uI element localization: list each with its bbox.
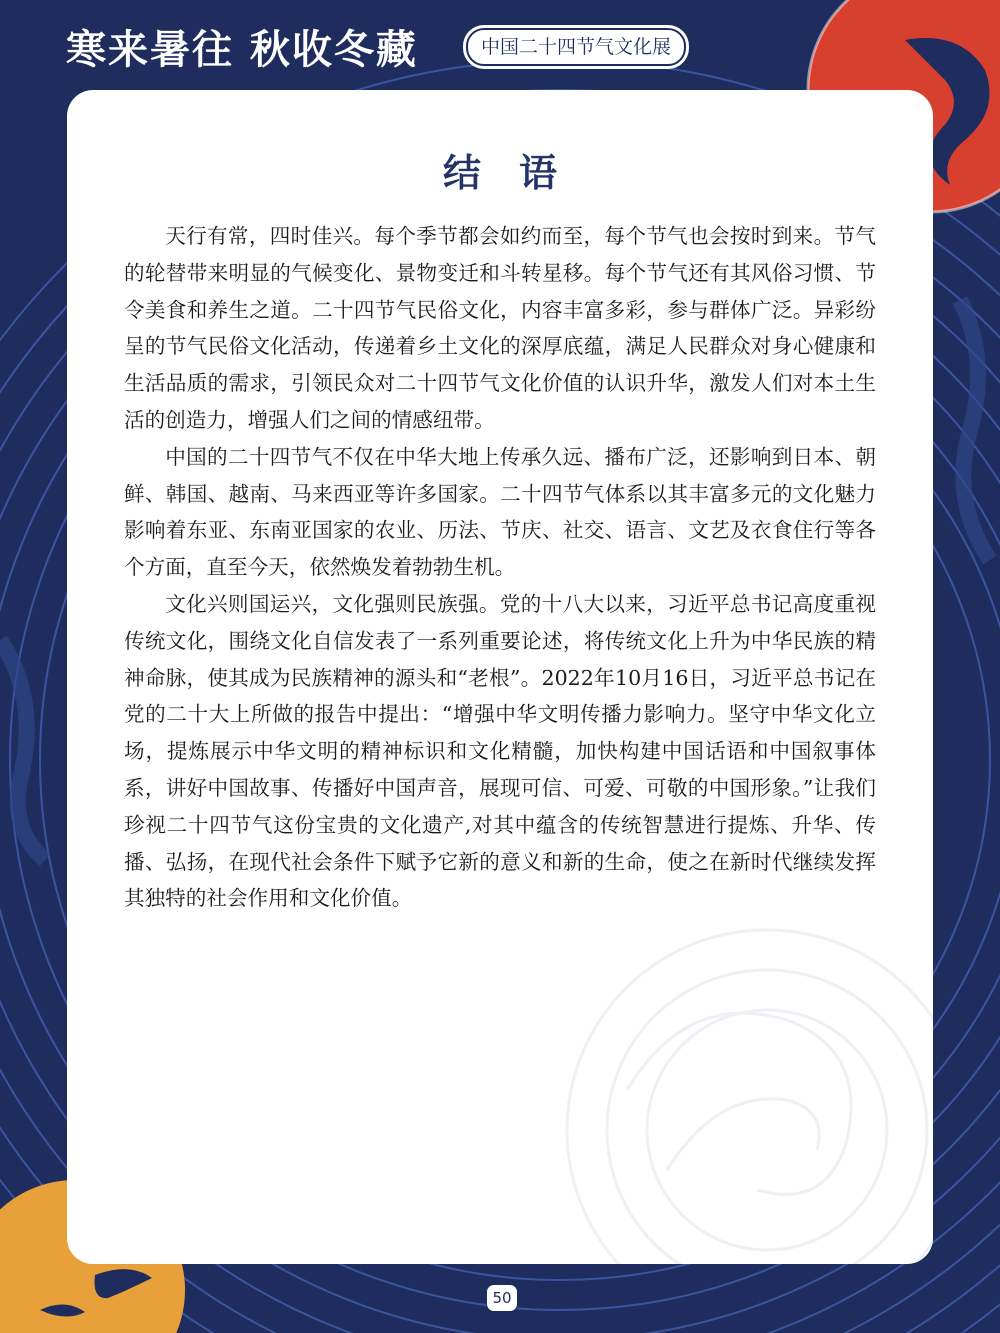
article-title: 结语 <box>442 150 595 195</box>
article-body <box>124 218 876 917</box>
page-number: 50 <box>486 1284 518 1312</box>
paragraph: 天行有常，四时佳兴。每个季节都会如约而至，每个节气也会按时到来。节气的轮替带来明显的气候变化、景物变迁和斗转星移。每个节气还有其风俗习惯、节令美食和养生之道。二十四节气民俗文化，内容丰富多彩，参与群体广泛。异彩纷呈的节气民俗文化活动，传递着乡土文化的深厚底蕴，满足人民群众对身心健康和生活品质的需求，引领民众对二十四节气文化价值的认识升华，激发人们对本土生活的创造力，增强人们之间的情感纽带。 <box>124 224 876 432</box>
paragraph: 文化兴则国运兴，文化强则民族强。党的十八大以来，习近平总书记高度重视传统文化，围绕文化自信发表了一系列重要论述，将传统文化上升为中华民族的精神命脉，使其成为民族精神的源头和“老根”。2022年10月16日，习近平总书记在党的二十大上所做的报告中提出：“增强中华文明传播力影响力。坚守中华文化立场，提炼展示中华文明的精神标识和文化精髓，加快构建中国话语和中国叙事体系，讲好中国故事、传播好中国声音，展现可信、可爱、可敬的中国形象。”让我们珍视二十四节气这份宝贵的文化遗产,对其中蕴含的传统智慧进行提炼、升华、传播、弘扬，在现代社会条件下赋予它新的意义和新的生命，使之在新时代继续发挥其独特的社会作用和文化价值。 <box>124 591 876 911</box>
paragraph: 中国的二十四节气不仅在中华大地上传承久远、播布广泛，还影响到日本、朝鲜、韩国、越南、马来西亚等许多国家。二十四节气体系以其丰富多元的文化魅力影响着东亚、东南亚国家的农业、历法、节庆、社交、语言、文艺及衣食住行等各个方面，直至今天，依然焕发着勃勃生机。 <box>124 444 876 580</box>
exhibition-badge: 中国二十四节气文化展 <box>466 28 686 66</box>
content-card <box>67 90 933 1264</box>
exhibition-title: 寒来暑往 秋收冬藏 <box>66 27 418 73</box>
